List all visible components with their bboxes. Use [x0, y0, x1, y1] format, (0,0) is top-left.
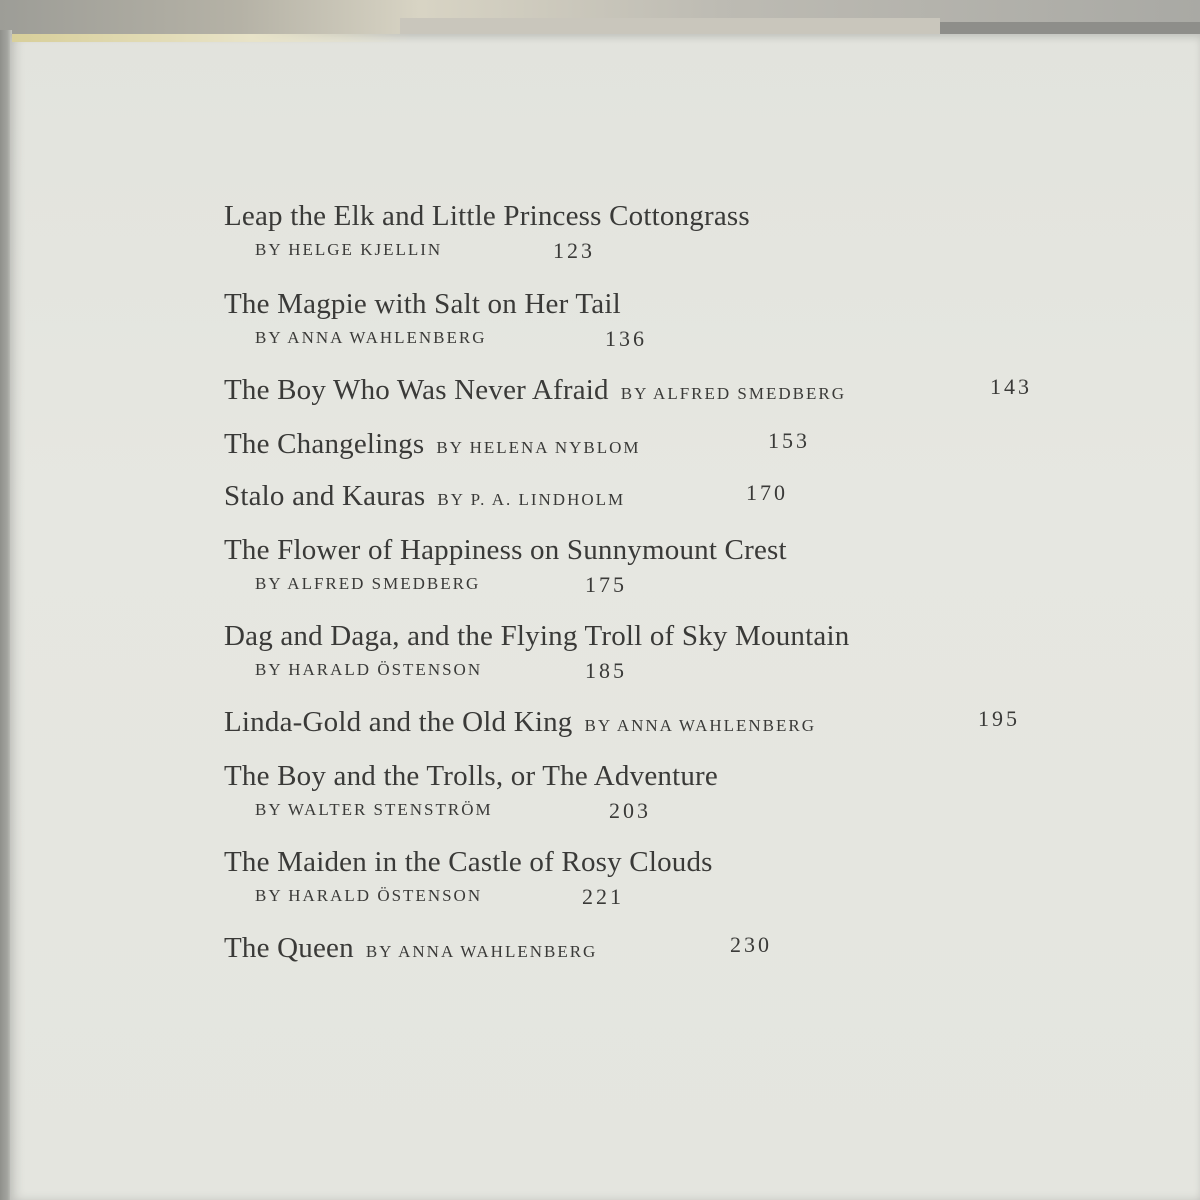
byline — [255, 796, 1124, 826]
page-number: 230 — [730, 932, 772, 957]
toc-entry — [224, 284, 1124, 370]
author-credit: BY ALFRED SMEDBERG — [620, 384, 846, 403]
toc-entry — [224, 476, 1124, 530]
story-title: The Boy Who Was Never Afraid — [224, 374, 609, 406]
story-title: Leap the Elk and Little Princess Cottongrass — [224, 200, 750, 232]
toc-entry — [224, 370, 1124, 424]
author-credit: BY P. A. LINDHOLM — [437, 490, 626, 509]
story-title: The Boy and the Trolls, or The Adventure — [224, 760, 718, 792]
toc-entry — [224, 196, 1124, 284]
byline — [255, 882, 1124, 912]
author-credit: BY HELGE KJELLIN — [255, 240, 443, 259]
toc-entry — [224, 702, 1124, 756]
byline — [255, 324, 1124, 354]
story-title: Linda-Gold and the Old King — [224, 706, 573, 738]
byline — [255, 656, 1124, 686]
author-credit: BY HARALD ÖSTENSON — [255, 886, 483, 905]
page-number: 143 — [990, 374, 1032, 399]
story-title: The Queen — [224, 932, 354, 964]
author-credit: BY WALTER STENSTRÖM — [255, 800, 493, 819]
toc-entry — [224, 842, 1124, 928]
page-number: 175 — [585, 572, 627, 597]
page-number: 153 — [768, 428, 810, 453]
author-credit: BY ANNA WAHLENBERG — [255, 328, 487, 347]
story-title: The Flower of Happiness on Sunnymount Crest — [224, 534, 787, 566]
table-of-contents — [224, 196, 1124, 982]
byline — [255, 236, 1124, 266]
byline — [255, 570, 1124, 600]
author-credit: BY ANNA WAHLENBERG — [584, 716, 817, 735]
toc-entry — [224, 616, 1124, 702]
page-number: 195 — [978, 706, 1020, 731]
page-number: 136 — [605, 326, 647, 351]
author-credit: BY ANNA WAHLENBERG — [365, 942, 598, 961]
author-credit: BY HELENA NYBLOM — [436, 438, 641, 457]
page-number: 170 — [746, 480, 788, 505]
toc-entry — [224, 424, 1124, 476]
author-credit: BY HARALD ÖSTENSON — [255, 660, 483, 679]
toc-entry — [224, 928, 1124, 982]
page-number: 185 — [585, 658, 627, 683]
page-number: 221 — [582, 884, 624, 909]
story-title: Dag and Daga, and the Flying Troll of Sky Mountain — [224, 620, 850, 652]
toc-entry — [224, 530, 1124, 616]
story-title: Stalo and Kauras — [224, 480, 426, 512]
toc-entry — [224, 756, 1124, 842]
author-credit: BY ALFRED SMEDBERG — [255, 574, 481, 593]
story-title: The Changelings — [224, 428, 425, 460]
page-number: 203 — [609, 798, 651, 823]
page-number: 123 — [553, 238, 595, 263]
story-title: The Magpie with Salt on Her Tail — [224, 288, 621, 320]
page-top-edge — [12, 34, 412, 42]
story-title: The Maiden in the Castle of Rosy Clouds — [224, 846, 713, 878]
